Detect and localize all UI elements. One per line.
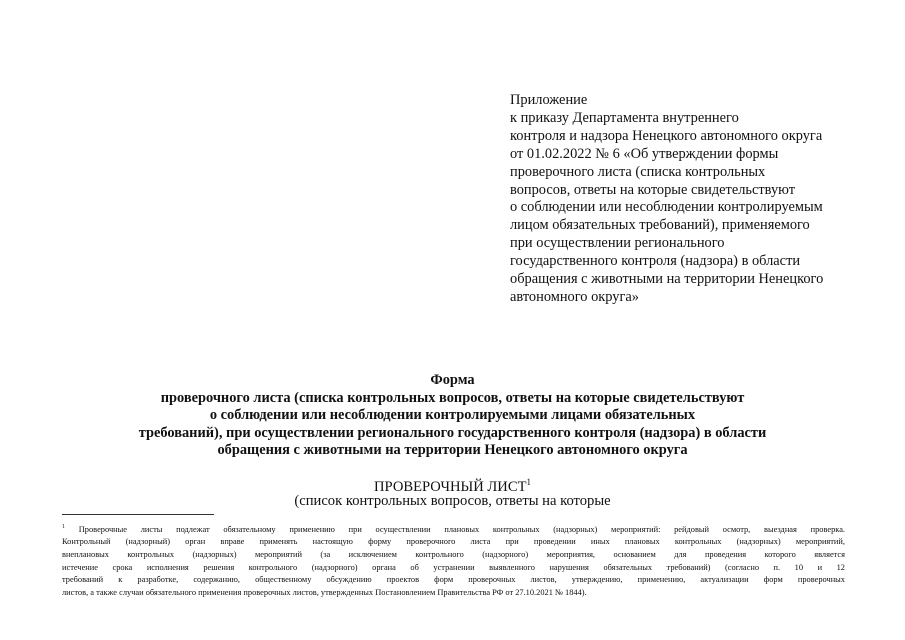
appendix-line: контроля и надзора Ненецкого автономного округа	[510, 127, 823, 144]
form-title-line: обращения с животными на территории Ненецкого автономного округа	[217, 442, 688, 459]
appendix-line: лицом обязательных требований), применяемого	[510, 217, 810, 234]
footnote-marker: 1	[62, 524, 65, 530]
form-title-line: требований), при осуществлении регионального государственного контроля (надзора) в области	[138, 424, 767, 441]
appendix-line: о соблюдении или несоблюдении контролируемым	[510, 199, 823, 216]
appendix-line: проверочного листа (списка контрольных	[510, 163, 766, 180]
footnote-line: истечение срока исполнения решения контрольного (надзорного) органа об устранении выявленного нарушения обязательных требований) (согласно п. 10 и 12	[62, 562, 845, 572]
form-title-line: проверочного листа (списка контрольных вопросов, ответы на которые свидетельствуют	[160, 389, 745, 406]
form-title	[60, 372, 845, 460]
appendix-line: от 01.02.2022 № 6 «Об утверждении формы	[510, 145, 779, 162]
footnote-line	[62, 521, 845, 536]
form-title-line: о соблюдении или несоблюдении контролируемыми лицами обязательных	[209, 407, 696, 424]
footnote-divider	[62, 514, 214, 515]
appendix-line: к приказу Департамента внутреннего	[510, 109, 739, 126]
footnote-line: требований к разработке, содержанию, общественному обсуждению проектов форм проверочных листов, утверждению, применению, актуализации форм проверочных	[62, 575, 845, 585]
checklist-subtitle: (список контрольных вопросов, ответы на которые	[294, 493, 611, 509]
appendix-line: обращения с животными на территории Ненецкого	[510, 271, 824, 288]
appendix-line: при осуществлении регионального	[510, 235, 725, 252]
appendix-line: государственного контроля (надзора) в области	[510, 253, 801, 270]
form-title-line: Форма	[430, 372, 475, 388]
footnote-reference[interactable]: 1	[526, 477, 531, 487]
appendix-line: автономного округа»	[510, 288, 639, 305]
appendix-block	[510, 92, 890, 307]
footnote-line-text: Проверочные листы подлежат обязательному применению при осуществлении плановых контрольных (надзорных) мероприятий: рейдовый осмотр, выездная проверка.	[78, 524, 846, 534]
footnote-line: внеплановых контрольных (надзорных) мероприятий (за исключением контрольного (надзорного) мероприятия, основанием для проведения которого является	[62, 549, 845, 559]
footnote-line: листов, а также случаи обязательного применения проверочных листов, утвержденных Постановлением Правительства РФ от 27.10.2021 № 1844).	[62, 587, 587, 597]
appendix-line: Приложение	[510, 92, 588, 108]
footnote-block	[62, 521, 845, 599]
footnote-line: Контрольный (надзорный) орган вправе применять настоящую форму проверочного листа при проведении иных плановых контрольных (надзорных) мероприятий,	[62, 537, 845, 547]
checklist-title-text: ПРОВЕРОЧНЫЙ ЛИСТ	[373, 478, 527, 495]
appendix-line: вопросов, ответы на которые свидетельствуют	[510, 181, 795, 198]
